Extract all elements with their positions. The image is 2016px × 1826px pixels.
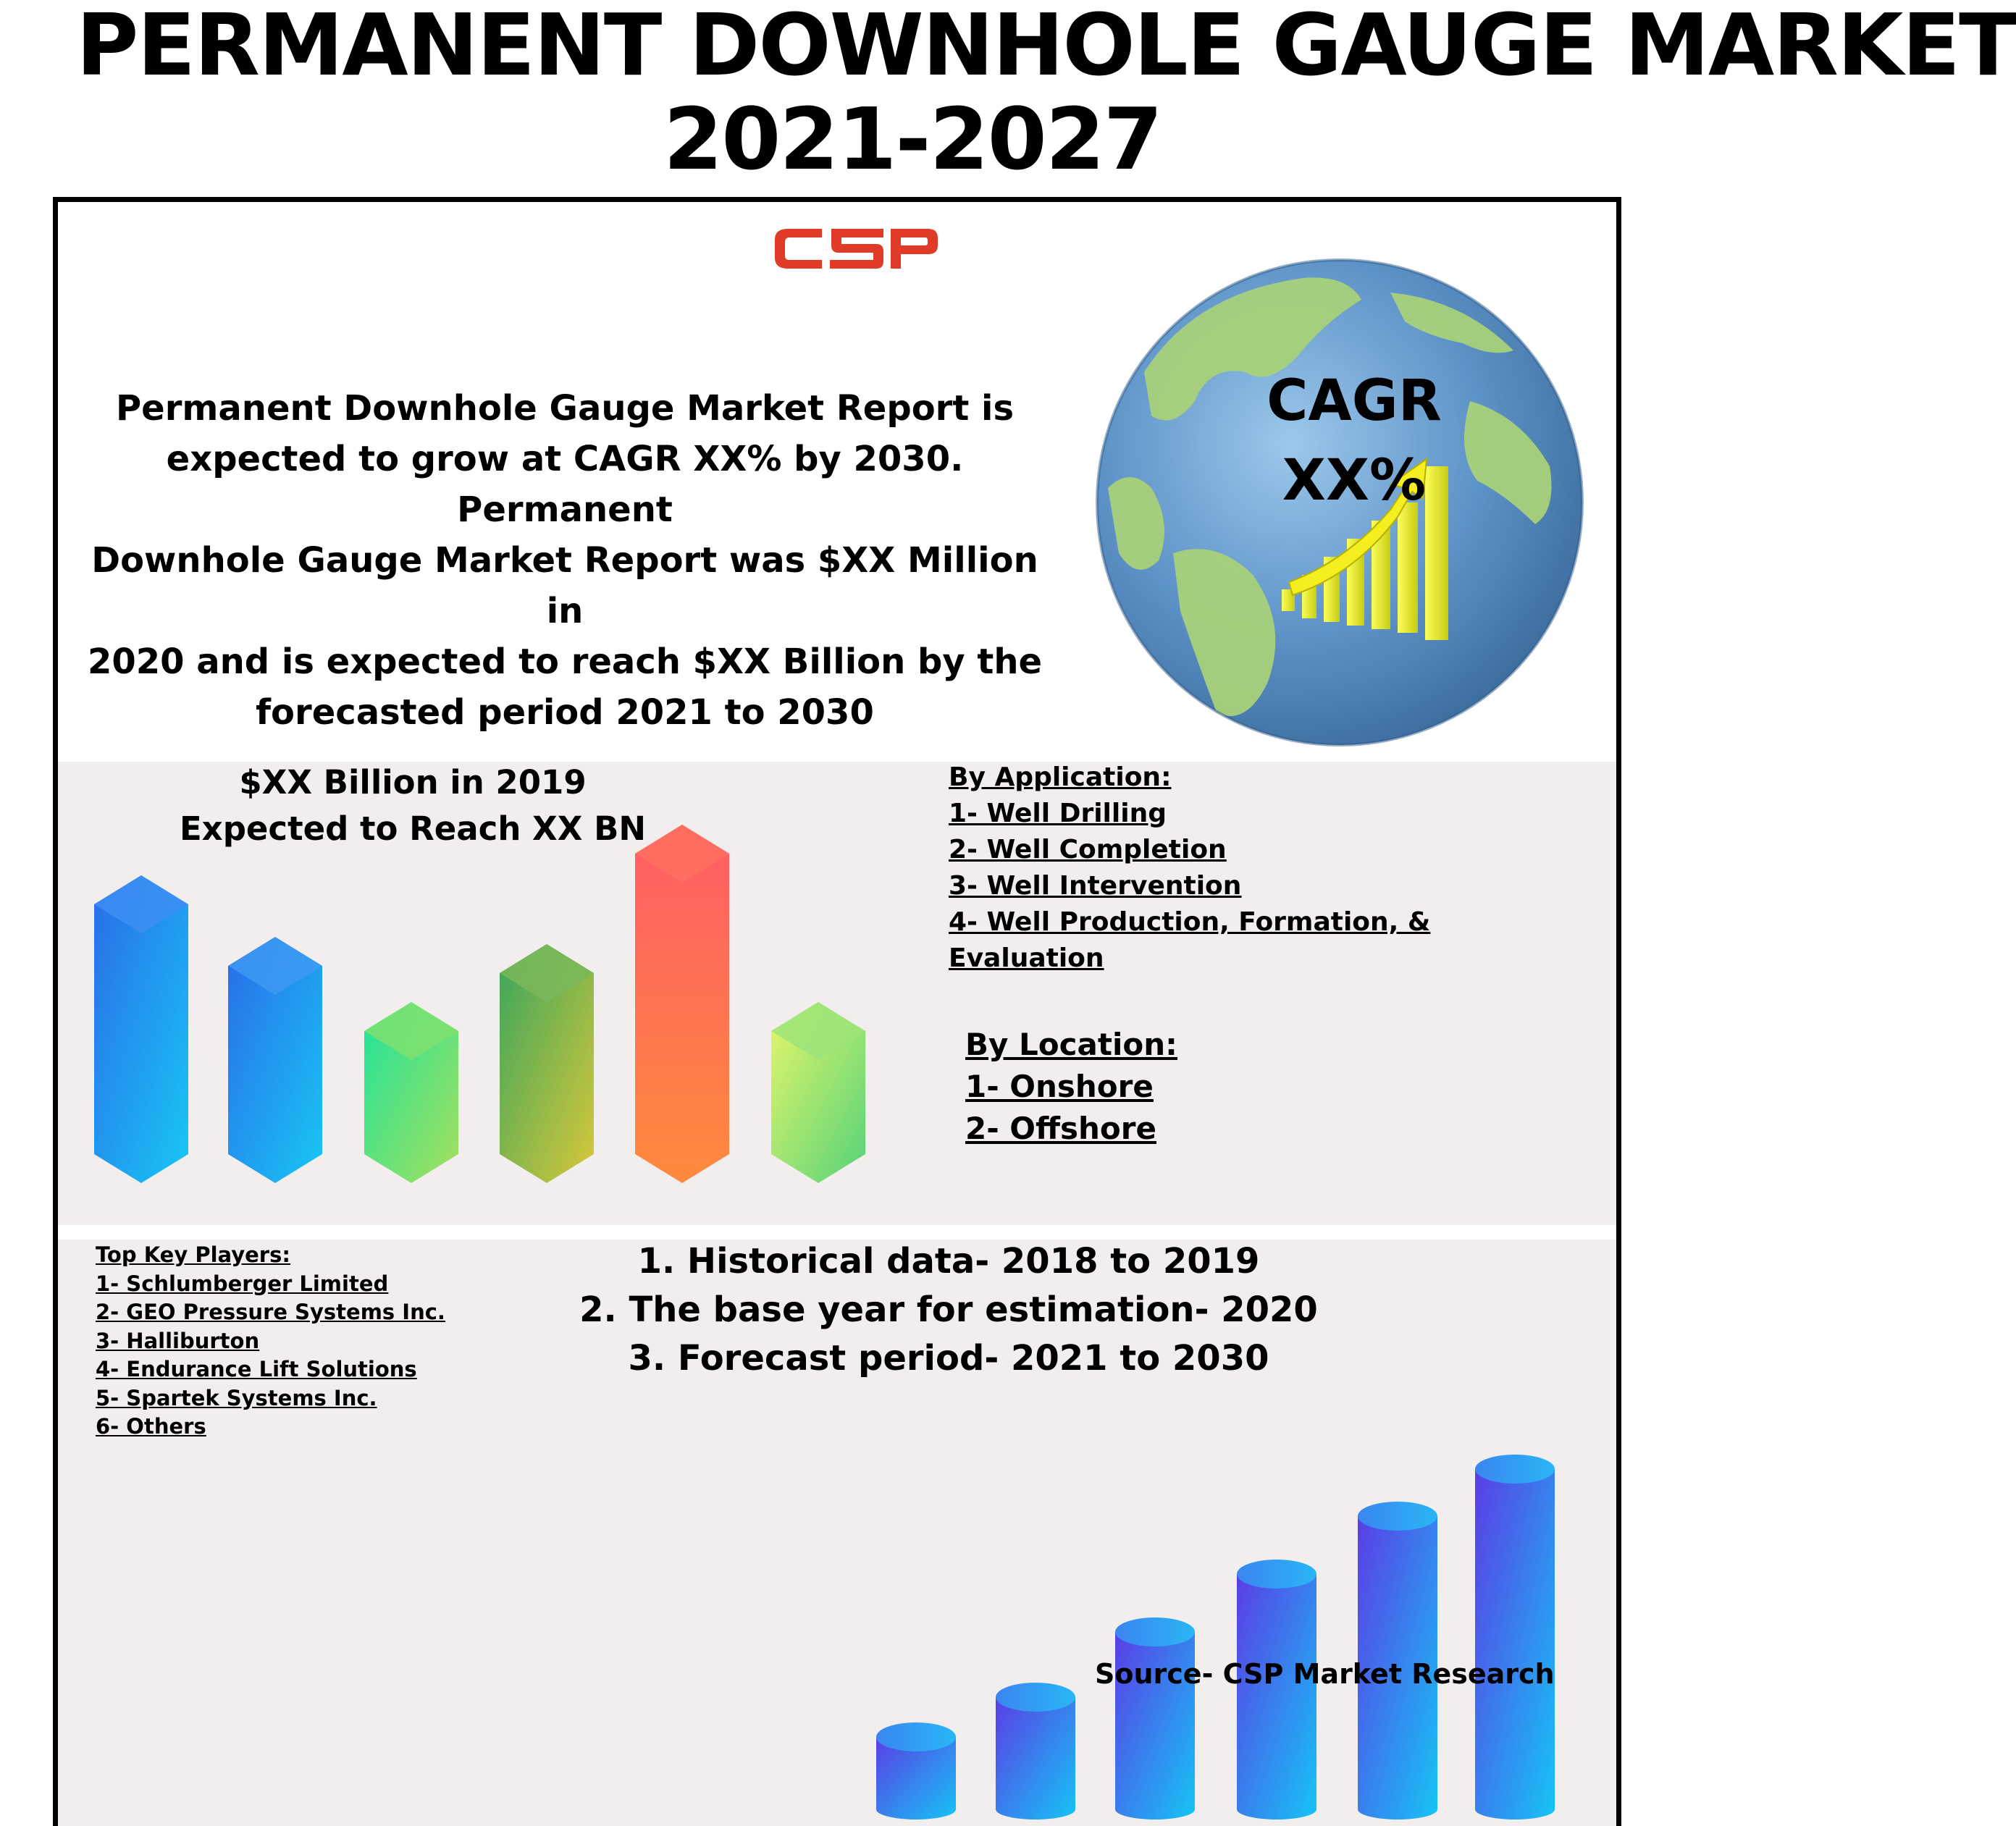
application-item[interactable]: 1- Well Drilling bbox=[949, 799, 1167, 828]
infographic-frame bbox=[53, 197, 1621, 1826]
key-players-list bbox=[96, 1241, 445, 1442]
application-item[interactable]: 4- Well Production, Formation, & bbox=[949, 907, 1431, 937]
headline-line: Expected to Reach XX BN bbox=[179, 809, 647, 848]
intro-line: 2020 and is expected to reach $XX Billion by the bbox=[87, 641, 1043, 682]
hex-bar bbox=[364, 1002, 458, 1183]
by-application-heading: By Application: bbox=[949, 762, 1172, 792]
cylinder-bar bbox=[876, 1722, 956, 1819]
period-line: 3. Forecast period- 2021 to 2030 bbox=[628, 1338, 1269, 1379]
page-title-line-1: PERMANENT DOWNHOLE GAUGE MARKET bbox=[76, 0, 2016, 95]
headline-line: $XX Billion in 2019 bbox=[239, 763, 587, 801]
cagr-value: XX% bbox=[1282, 448, 1427, 513]
page-title-line-2: 2021-2027 bbox=[663, 89, 1162, 189]
location-item[interactable]: 1- Onshore bbox=[965, 1069, 1154, 1104]
period-line: 2. The base year for estimation- 2020 bbox=[579, 1289, 1318, 1330]
hex-bar bbox=[500, 944, 594, 1183]
decorative-hexagonal-bars bbox=[87, 817, 920, 1208]
player-item[interactable]: 6- Others bbox=[96, 1414, 206, 1439]
key-players-heading: Top Key Players: bbox=[96, 1242, 290, 1267]
application-item[interactable]: 2- Well Completion bbox=[949, 835, 1227, 864]
by-location-list bbox=[965, 1024, 1177, 1150]
hex-bar bbox=[635, 825, 729, 1183]
csp-logo bbox=[768, 218, 941, 298]
intro-line: Downhole Gauge Market Report was $XX Million in bbox=[91, 540, 1038, 631]
by-location-heading: By Location: bbox=[965, 1027, 1177, 1062]
decorative-cylinder-bars bbox=[869, 1252, 1622, 1824]
hex-bar bbox=[94, 875, 188, 1183]
cylinder-bar bbox=[1475, 1455, 1555, 1819]
source-credit: Source- CSP Market Research bbox=[1095, 1658, 1555, 1690]
cylinder-bar bbox=[996, 1683, 1075, 1819]
period-line: 1. Historical data- 2018 to 2019 bbox=[637, 1241, 1260, 1282]
cylinder-bar bbox=[1115, 1617, 1195, 1819]
intro-paragraph bbox=[80, 383, 1050, 738]
by-application-list bbox=[949, 760, 1430, 977]
player-item[interactable]: 1- Schlumberger Limited bbox=[96, 1271, 389, 1296]
player-item[interactable]: 2- GEO Pressure Systems Inc. bbox=[96, 1300, 445, 1324]
player-item[interactable]: 5- Spartek Systems Inc. bbox=[96, 1385, 377, 1410]
intro-line: expected to grow at CAGR XX% by 2030. Permanent bbox=[166, 439, 964, 530]
hex-bar bbox=[228, 937, 322, 1183]
player-item[interactable]: 4- Endurance Lift Solutions bbox=[96, 1357, 417, 1381]
player-item[interactable]: 3- Halliburton bbox=[96, 1328, 260, 1353]
location-item[interactable]: 2- Offshore bbox=[965, 1111, 1156, 1146]
application-item[interactable]: Evaluation bbox=[949, 943, 1104, 973]
intro-line: Permanent Downhole Gauge Market Report is bbox=[115, 388, 1015, 429]
cagr-label: CAGR bbox=[1267, 369, 1442, 434]
hex-bar bbox=[771, 1002, 865, 1183]
intro-line: forecasted period 2021 to 2030 bbox=[256, 692, 874, 733]
application-item[interactable]: 3- Well Intervention bbox=[949, 871, 1242, 901]
